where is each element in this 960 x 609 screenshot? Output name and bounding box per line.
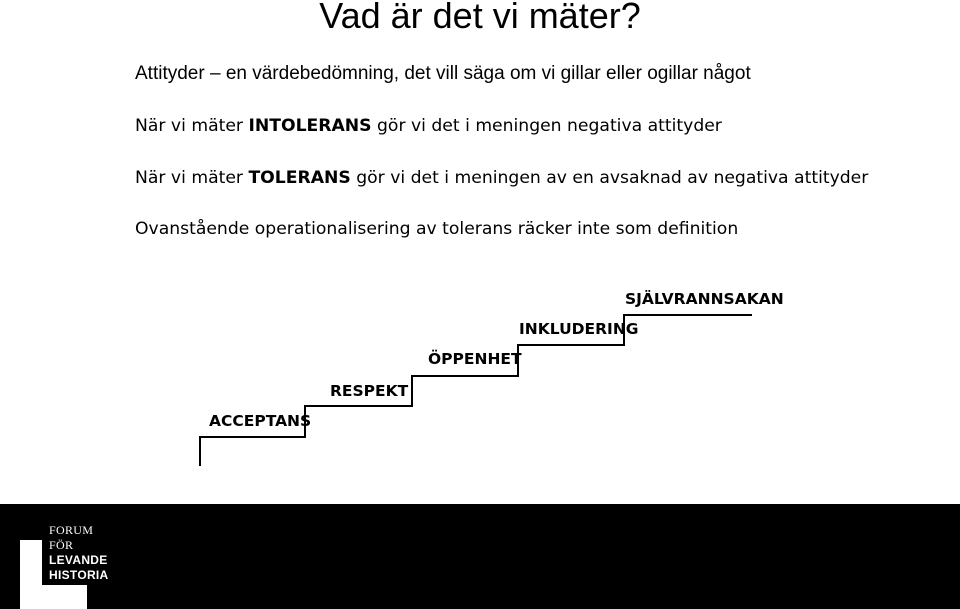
logo-line-levande: LEVANDE — [49, 553, 108, 567]
bold-term-intolerans: INTOLERANS — [248, 116, 372, 136]
bold-term-tolerans: TOLERANS — [248, 168, 351, 188]
text-segment: När vi mäter — [135, 116, 249, 136]
step-acceptans: ACCEPTANS — [209, 412, 312, 430]
step-oppenhet: ÖPPENHET — [428, 350, 522, 368]
step-sjalvrannsakan: SJÄLVRANNSAKAN — [625, 290, 784, 308]
logo-mark — [20, 585, 87, 609]
slide-title: Vad är det vi mäter? — [319, 0, 641, 36]
logo-line-for: FÖR — [49, 538, 74, 552]
text-segment: När vi mäter — [135, 168, 249, 188]
text-segment: gör vi det i meningen negativa attityder — [371, 116, 722, 136]
logo-line-historia: HISTORIA — [49, 568, 109, 582]
text-segment: gör vi det i meningen av en avsaknad av negativa attityder — [350, 168, 869, 188]
footer-bar — [0, 504, 960, 609]
step-respekt: RESPEKT — [330, 382, 409, 400]
step-inkludering: INKLUDERING — [519, 320, 639, 338]
logo-text — [49, 523, 109, 583]
logo-line-forum: FORUM — [49, 523, 94, 537]
text-line-definition: Ovanstående operationalisering av tolerans räcker inte som definition — [135, 219, 739, 239]
text-line-attityder: Attityder – en värdebedömning, det vill säga om vi gillar eller ogillar något — [135, 63, 751, 84]
staircase-line — [200, 315, 752, 466]
